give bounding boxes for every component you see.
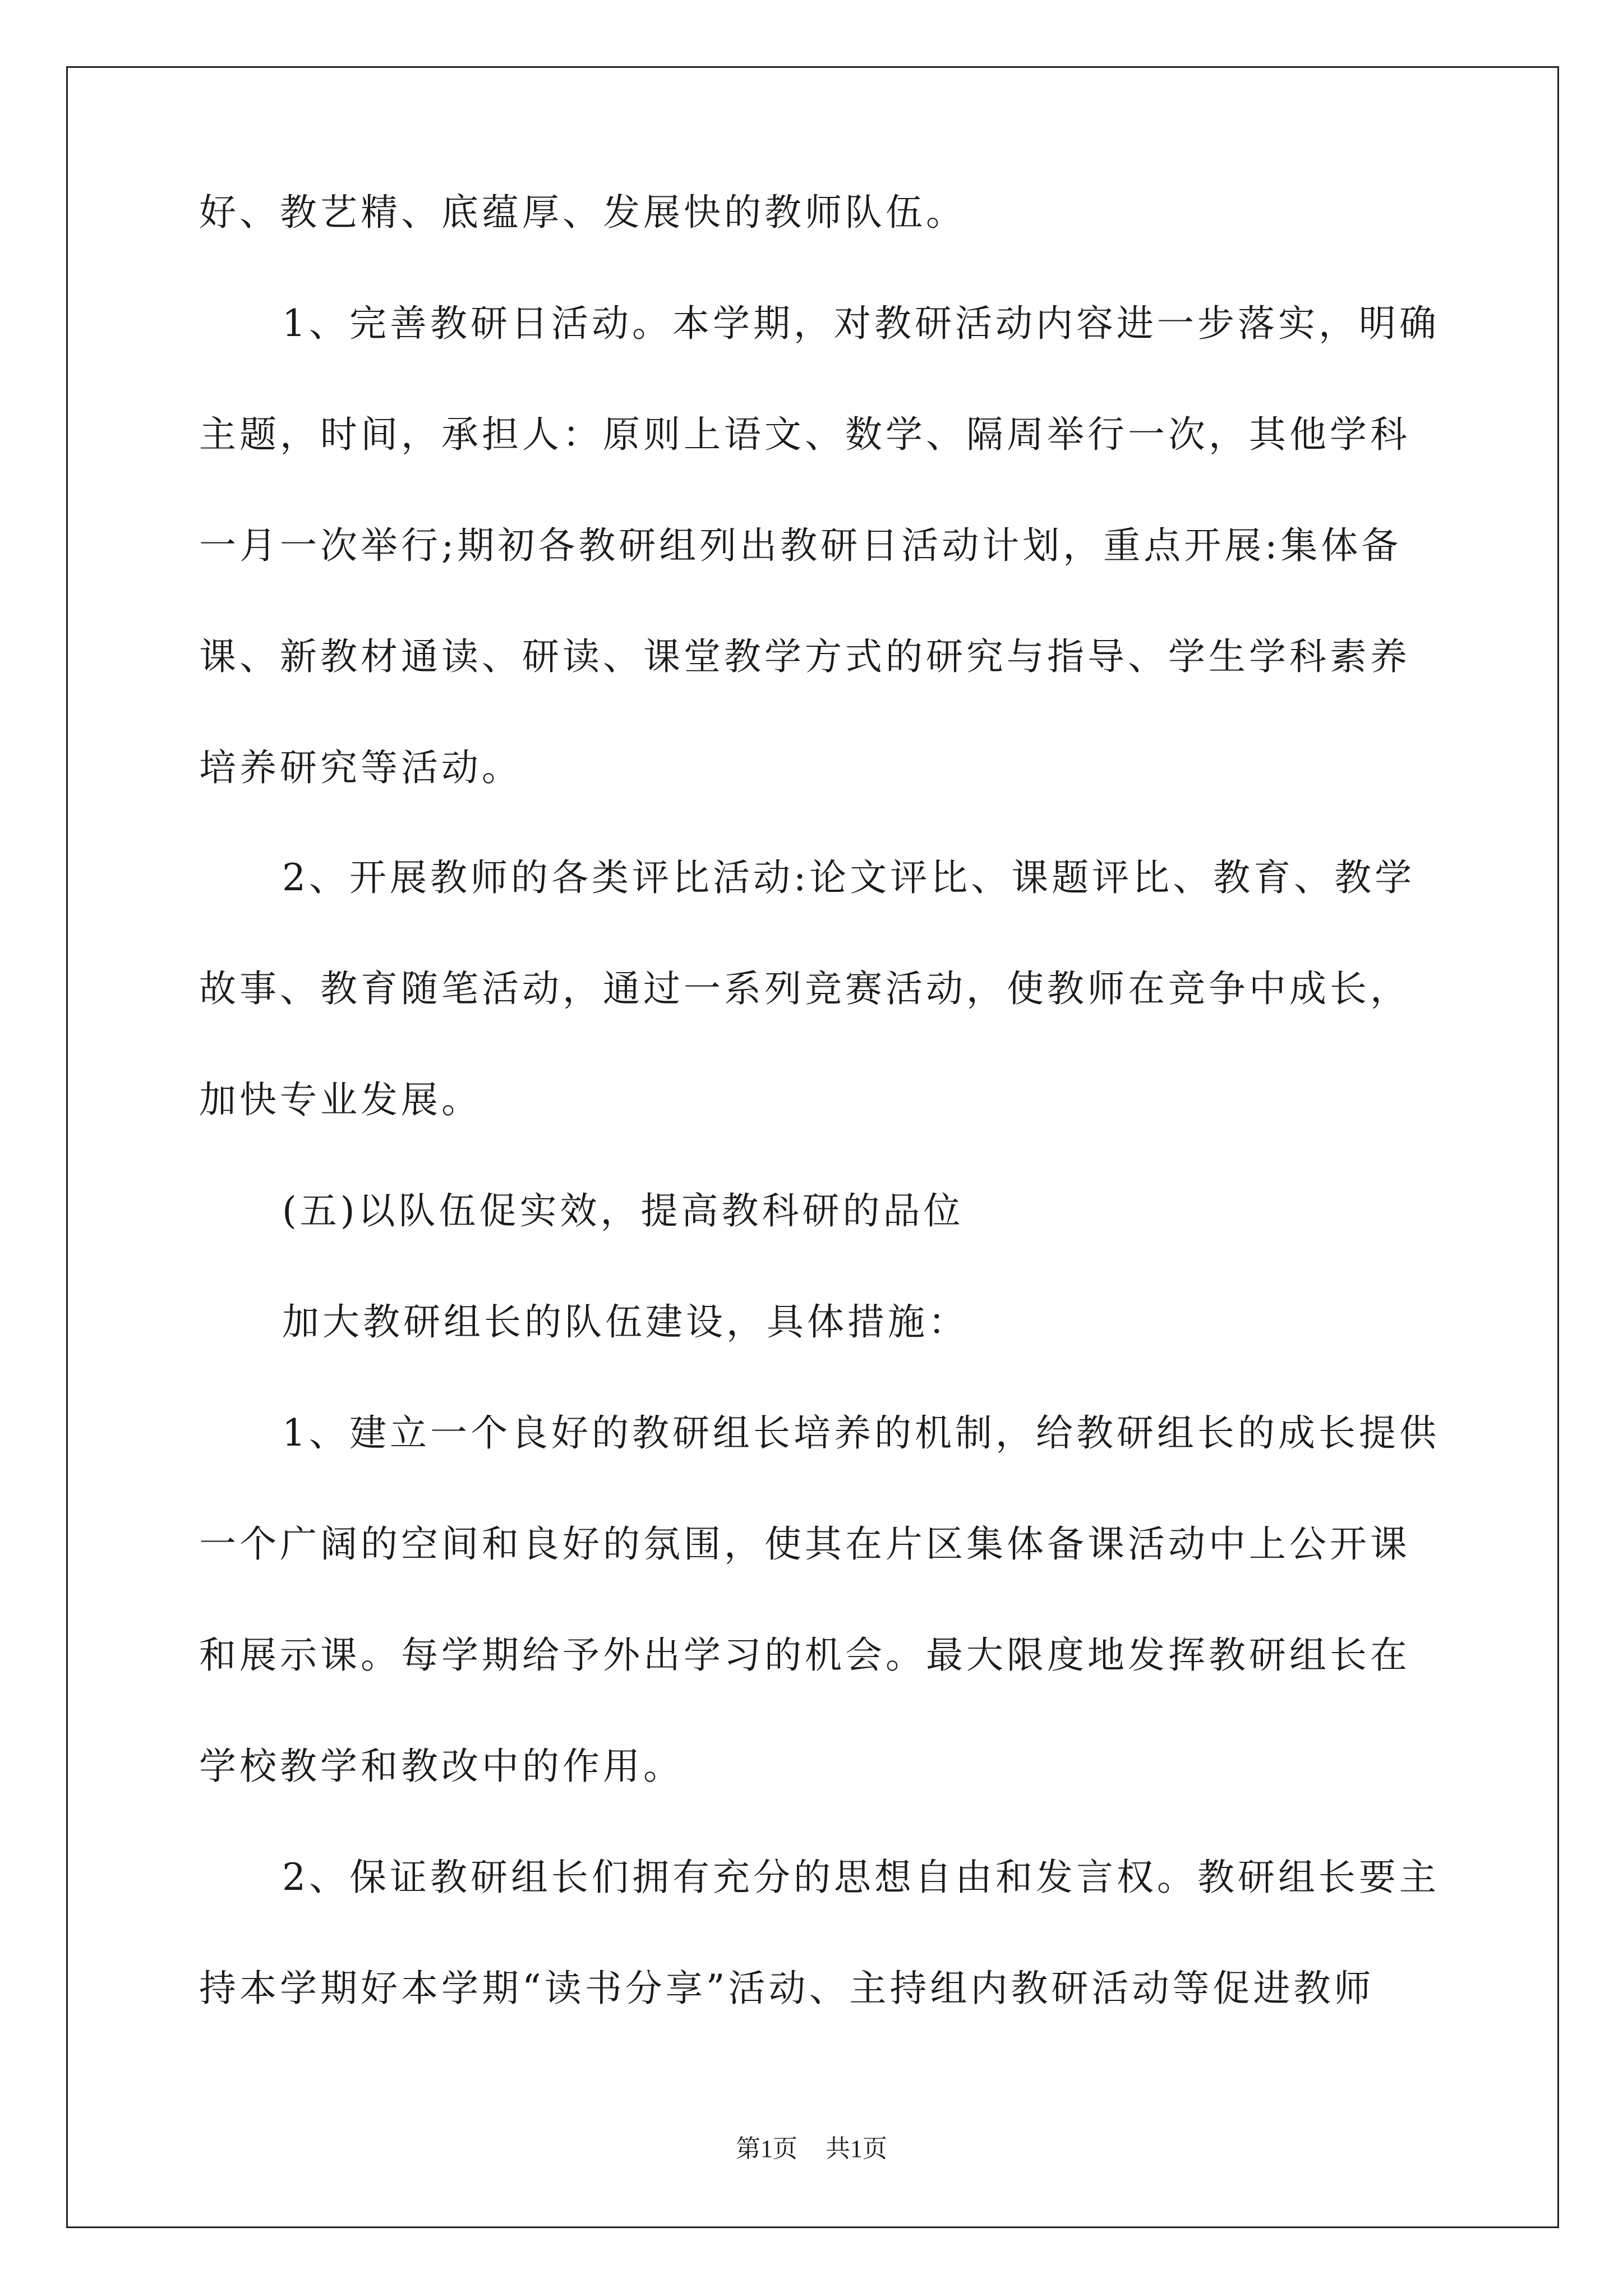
- text-line: 加大教研组长的队伍建设，具体措施：: [282, 1300, 969, 1343]
- page-total: 共1页: [826, 2135, 887, 2162]
- text-line: 好、教艺精、底蕴厚、发展快的教师队伍。: [199, 191, 966, 234]
- text-line: 2、保证教研组长们拥有充分的思想自由和发言权。教研组长要主: [282, 1856, 1440, 1899]
- document-body: [199, 191, 1440, 2010]
- text-line: 1、建立一个良好的教研组长培养的机制，给教研组长的成长提供: [282, 1411, 1440, 1455]
- text-line: 故事、教育随笔活动，通过一系列竞赛活动，使教师在竞争中成长，: [199, 967, 1410, 1010]
- text-line: 一月一次举行;期初各教研组列出教研日活动计划，重点开展:集体备: [199, 524, 1402, 567]
- text-line: 和展示课。每学期给予外出学习的机会。最大限度地发挥教研组长在: [199, 1634, 1410, 1677]
- text-line: 课、新教材通读、研读、课堂教学方式的研究与指导、学生学科素养: [199, 635, 1410, 678]
- page-number: 第1页: [736, 2135, 797, 2162]
- text-line: 培养研究等活动。: [199, 746, 522, 789]
- text-line: 1、完善教研日活动。本学期，对教研活动内容进一步落实，明确: [282, 302, 1440, 345]
- text-line: 学校教学和教改中的作用。: [199, 1745, 684, 1788]
- text-line: 加快专业发展。: [199, 1078, 482, 1121]
- page-footer: [0, 2135, 1623, 2163]
- text-line: 主题，时间，承担人：原则上语文、数学、隔周举行一次，其他学科: [199, 413, 1410, 456]
- text-line: 持本学期好本学期“读书分享”活动、主持组内教研活动等促进教师: [199, 1967, 1375, 2010]
- text-line: 一个广阔的空间和良好的氛围，使其在片区集体备课活动中上公开课: [199, 1522, 1410, 1566]
- section-heading: (五)以队伍促实效，提高教科研的品位: [282, 1189, 964, 1232]
- text-line: 2、开展教师的各类评比活动:论文评比、课题评比、教育、教学: [282, 856, 1415, 899]
